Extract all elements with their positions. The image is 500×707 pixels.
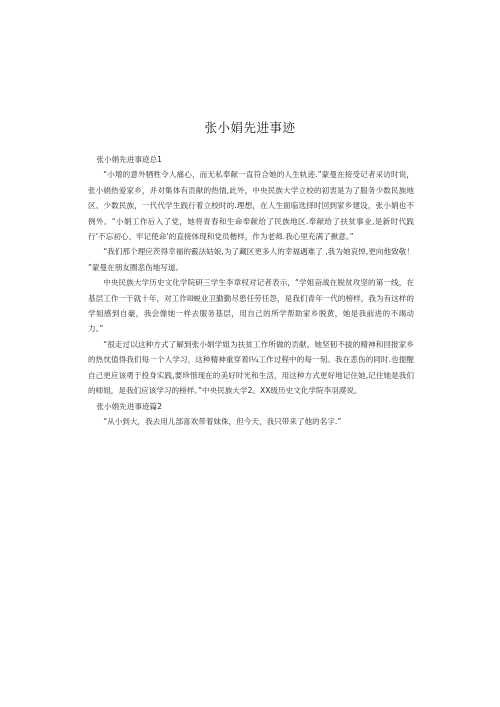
body-paragraph-4: “很走过以这种方式了解到张小娟学姐为扶贫工作所做的贡献。她坚韧不拔的精神和回报家乡的热忱值得我们每一个人学习，这种精神重穿着l¼工作过程中的每一刻。我在悲伤的同时.也提醒自己更应该勇于投身实践,要珍惜现在的美好时光和生活，用这种方式更好地记住她,记住她是我们的师姐，是我们应该学习的榜样。”中央民族大学2。XX级历史文化学院李羽漠说。 bbox=[88, 339, 414, 396]
body-paragraph-1: “小增的意外牺牲令人痛心，而无私奉献一直符合她的人生轨迹.”蒙曼在接受记者采访时说，张小娟热爱家乡，并对集体有贡献的热情,此外，中央民族大学立校的初衷是为了服务少数民族地区、少数民族，一代代学生践行着立校时的.理想，在人生面临选择时回到家乡建设，张小娟也不例外。“小娟工作后入了党，她将青春和生命奉献给了民族地区.奉献给了扶贫事业,是新时代践行‘不忘初心、牢记使命’的直接体现和党员楷样，作为老师.我心里充满了揪意。” bbox=[88, 170, 414, 242]
document-body bbox=[88, 152, 414, 429]
document-title: 张小娟先进事迹 bbox=[204, 120, 296, 135]
section-heading-1: 张小娟先进事迹总1 bbox=[96, 155, 162, 164]
body-paragraph-2: “我们那个理应茨得幸福的霰法姑娘,为了藏区更多人的幸福遇难了 ,我为她哀悼,更向他致敬！ ”蒙曼在朋友圈悲伤地写道。 bbox=[88, 247, 414, 272]
body-paragraph-5: “从小到大，我去用儿部喜欢带着妹侏，但今天，我只带来了他的名字.” bbox=[103, 416, 342, 426]
section-heading-2: 张小娟先进事迹篇2 bbox=[96, 401, 162, 411]
body-paragraph-3: 中央民族大学历史文化学院研三学生李章权对记者表示，“学姐奋战在脱贫攻坚的第一线，在基层工作一干就十年，对工作ill蜕业卫勤勤尽患任劳任怨，是我们青年一代的榜样，我为有这样的学姐感到自豪，我会像她一样去服务基层，用自己的所学帮助家乡脱黄，她是我前进的不竭动力。” bbox=[88, 278, 414, 334]
